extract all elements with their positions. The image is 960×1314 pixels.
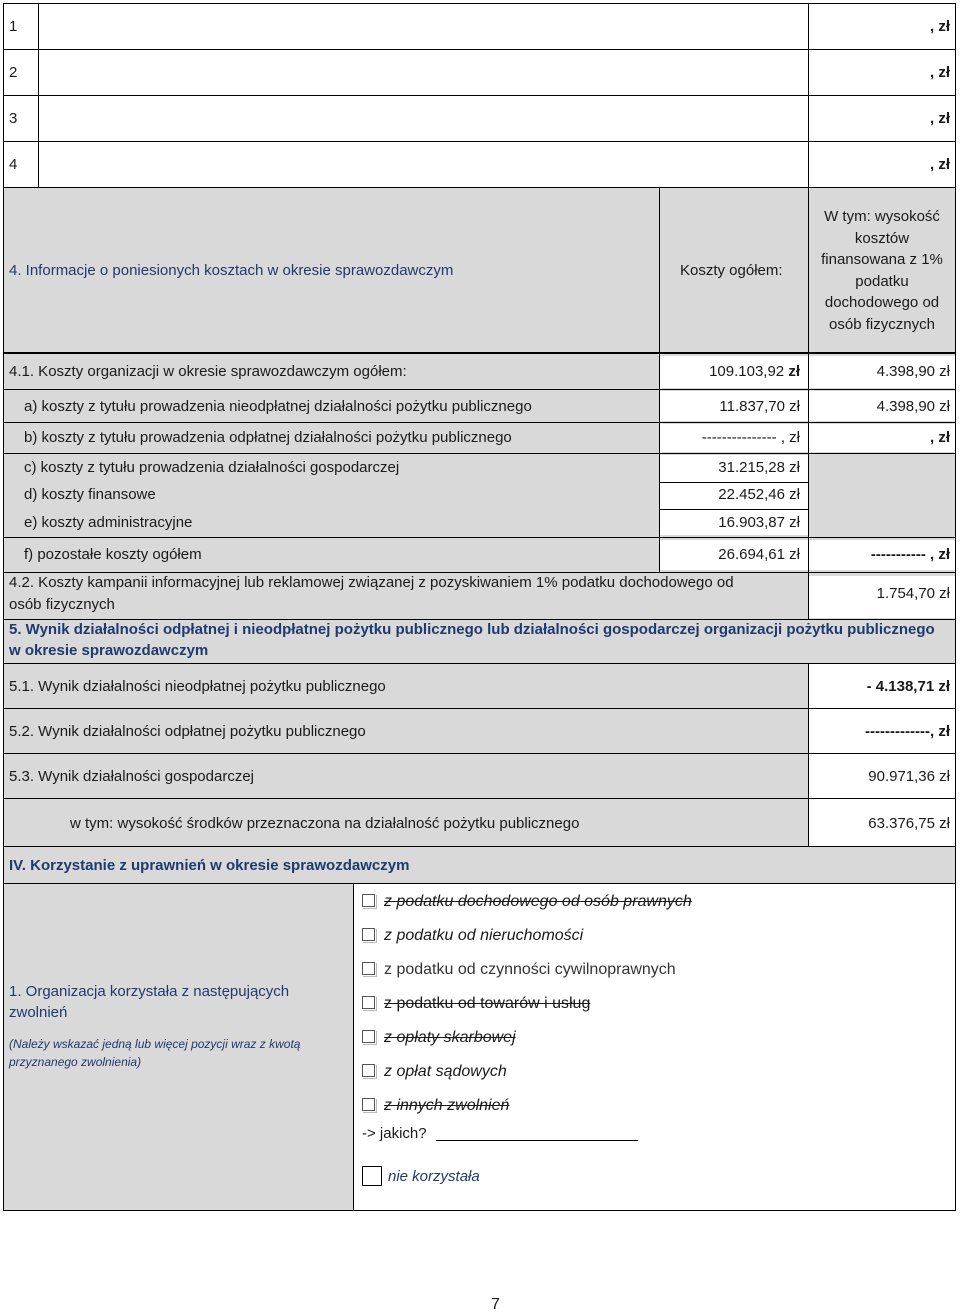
cost-row-d-label: d) koszty finansowe [24, 486, 156, 503]
exemption-checkbox[interactable] [362, 1064, 375, 1077]
result-row-label: 5.2. Wynik działalności odpłatnej pożytku publicznego [9, 723, 366, 740]
exemption-checkbox[interactable] [362, 962, 375, 975]
sectionIV-title: IV. Korzystanie z uprawnień w okresie sprawozdawczym [9, 857, 410, 874]
exemption-checkbox[interactable] [362, 996, 375, 1009]
cost-row-f-label: f) pozostałe koszty ogółem [24, 546, 202, 563]
page-number: 7 [491, 1296, 500, 1313]
cost-row-f-total: 26.694,61 zł [718, 546, 800, 563]
result-row-value: -------------, zł [865, 723, 950, 740]
cost-row-b-label: b) koszty z tytułu prowadzenia odpłatnej działalności pożytku publicznego [24, 429, 512, 446]
result-row-value: 90.971,36 zł [868, 768, 950, 785]
row-number: 4 [9, 156, 18, 173]
exemption-checkbox[interactable] [362, 928, 375, 941]
cost-row-f-1pct: ----------- , zł [870, 546, 950, 563]
exemption-option-label: z podatku od nieruchomości [384, 927, 584, 944]
section5-title-line2: w okresie sprawozdawczym [9, 642, 209, 659]
result-row-value: - 4.138,71 zł [866, 678, 950, 695]
cost-row-42-label-line1: 4.2. Koszty kampanii informacyjnej lub reklamowej związanej z pozyskiwaniem 1% podatku dochodowego od [9, 574, 734, 591]
result-row-label: 5.3. Wynik działalności gospodarczej [9, 768, 254, 785]
other-exemptions-field[interactable] [436, 1140, 638, 1141]
result-subrow-label: w tym: wysokość środków przeznaczona na działalność pożytku publicznego [70, 815, 580, 832]
column-1pct-header: W tym: wysokość kosztów finansowana z 1% podatku dochodowego od osób fizycznych [821, 208, 943, 333]
cost-row-41-total: 109.103,92 zł [709, 363, 800, 380]
cost-row-b-total: --------------- , zł [701, 429, 800, 446]
cost-row-b-1pct: , zł [929, 429, 950, 446]
row-amount: , zł [929, 110, 950, 127]
exemption-option-label: z podatku dochodowego od osób prawnych [384, 893, 692, 910]
exemption-option-label: z opłat sądowych [384, 1063, 507, 1080]
other-exemptions-label: -> jakich? [362, 1125, 427, 1142]
nie-korzystala-label: nie korzystała [388, 1168, 480, 1185]
cost-row-e-label: e) koszty administracyjne [24, 514, 193, 531]
exemptions-note-line2: przyznanego zwolnienia) [9, 1055, 142, 1069]
exemption-option-label: z podatku od czynności cywilnoprawnych [384, 961, 676, 978]
row-amount: , zł [929, 64, 950, 81]
section4-title: 4. Informacje o poniesionych kosztach w okresie sprawozdawczym [9, 262, 454, 279]
cost-row-d-total: 22.452,46 zł [718, 486, 800, 503]
row-number: 1 [9, 18, 18, 35]
cost-row-41-1pct: 4.398,90 zł [876, 363, 950, 380]
cost-row-e-total: 16.903,87 zł [718, 514, 800, 531]
column-total-header: Koszty ogółem: [680, 262, 783, 279]
exemptions-question-line2: zwolnień [9, 1004, 68, 1021]
row-amount: , zł [929, 156, 950, 173]
cost-row-41-label: 4.1. Koszty organizacji w okresie sprawozdawczym ogółem: [9, 363, 407, 380]
cost-row-42-value: 1.754,70 zł [876, 585, 950, 602]
section5-title-line1: 5. Wynik działalności odpłatnej i nieodpłatnej pożytku publicznego lub działalności gospodarczej organizacji pożytku publicznego [9, 621, 935, 638]
exemption-option-label: z innych zwolnień [384, 1097, 510, 1114]
exemption-option-label: z opłaty skarbowej [384, 1029, 516, 1046]
nie-korzystala-checkbox[interactable] [362, 1166, 382, 1186]
cost-row-42-label-line2: osób fizycznych [9, 596, 115, 613]
cost-row-a-label: a) koszty z tytułu prowadzenia nieodpłatnej działalności pożytku publicznego [24, 398, 532, 415]
exemptions-question-line1: 1. Organizacja korzystała z następujących [9, 983, 290, 1000]
cost-row-a-total: 11.837,70 zł [719, 398, 800, 415]
exemption-option-label: z podatku od towarów i usług [384, 995, 591, 1012]
exemption-checkbox[interactable] [362, 1098, 375, 1111]
row-amount: , zł [929, 18, 950, 35]
row-number: 2 [9, 64, 18, 81]
cost-row-c-label: c) koszty z tytułu prowadzenia działalności gospodarczej [24, 459, 400, 476]
result-subrow-value: 63.376,75 zł [868, 815, 950, 832]
row-number: 3 [9, 110, 18, 127]
exemption-checkbox[interactable] [362, 1030, 375, 1043]
exemption-checkbox[interactable] [362, 894, 375, 907]
exemptions-note-line1: (Należy wskazać jedną lub więcej pozycji wraz z kwotą [9, 1037, 301, 1051]
cost-row-c-total: 31.215,28 zł [718, 459, 800, 476]
cost-row-a-1pct: 4.398,90 zł [876, 398, 950, 415]
result-row-label: 5.1. Wynik działalności nieodpłatnej pożytku publicznego [9, 678, 386, 695]
